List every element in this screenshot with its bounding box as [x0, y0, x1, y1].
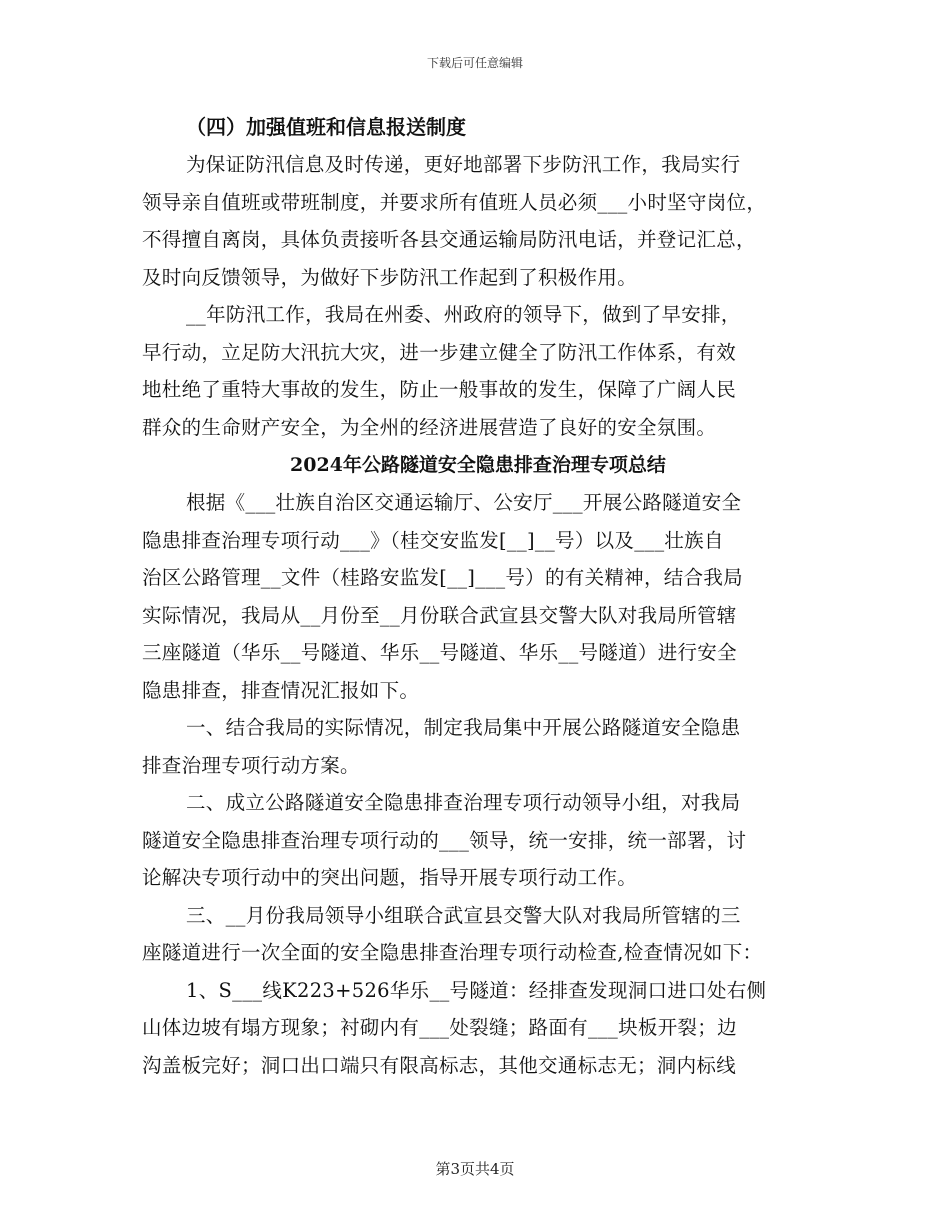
- text-line: __年防汛工作，我局在州委、州政府的领导下，做到了早安排，: [186, 303, 741, 326]
- report-title: 2024年公路隧道安全隐患排查治理专项总结: [290, 454, 666, 476]
- paragraph-item-3: [142, 897, 814, 972]
- text-line: 为保证防汛信息及时传递，更好地部署下步防汛工作，我局实行: [186, 153, 741, 176]
- text-line: 沟盖板完好；洞口出口端只有限高标志，其他交通标志无；洞内标线: [142, 1053, 737, 1077]
- paragraph-flood-summary: [142, 296, 814, 446]
- text-line: 排查治理专项行动方案。: [142, 753, 360, 777]
- text-line: 及时向反馈领导，为做好下步防汛工作起到了积极作用。: [142, 265, 638, 289]
- text-line: 隧道安全隐患排查治理专项行动的___领导，统一安排，统一部署，讨: [142, 828, 747, 852]
- text-line: 早行动，立足防大汛抗大灾，进一步建立健全了防汛工作体系，有效: [142, 340, 737, 364]
- paragraph-duty-system: [142, 146, 814, 296]
- text-line: 山体边坡有塌方现象；衬砌内有___处裂缝；路面有___块板开裂；边: [142, 1016, 737, 1039]
- section-heading: （四）加强值班和信息报送制度: [186, 115, 466, 139]
- text-line: 三座隧道（华乐__号隧道、华乐__号隧道、华乐__号隧道）进行安全: [142, 641, 737, 664]
- text-line: 隐患排查治理专项行动___》（桂交安监发[__]__号）以及___壮族自: [142, 528, 724, 552]
- text-line: 二、成立公路隧道安全隐患排查治理专项行动领导小组，对我局: [186, 791, 741, 814]
- paragraph-item-2: [142, 784, 814, 897]
- text-line: 实际情况，我局从__月份至__月份联合武宣县交警大队对我局所管辖: [142, 603, 737, 627]
- text-line: 论解决专项行动中的突出问题，指导开展专项行动工作。: [142, 866, 638, 889]
- text-line: 领导亲自值班或带班制度，并要求所有值班人员必须___小时坚守岗位，: [142, 190, 767, 214]
- text-line: 一、结合我局的实际情况，制定我局集中开展公路隧道安全隐患: [186, 716, 741, 739]
- paragraph-report-intro: [142, 484, 814, 709]
- text-line: 不得擅自离岗，具体负责接听各县交通运输局防汛电话，并登记汇总，: [142, 228, 756, 251]
- document-body: [142, 108, 814, 1084]
- text-line: 根据《___壮族自治区交通运输厅、公安厅___开展公路隧道安全: [186, 491, 742, 514]
- text-line: 群众的生命财产安全，为全州的经济进展营造了良好的安全氛围。: [142, 415, 717, 439]
- text-line: 地杜绝了重特大事故的发生，防止一般事故的发生，保障了广阔人民: [142, 378, 737, 401]
- text-line: 隐患排查，排查情况汇报如下。: [142, 678, 420, 702]
- page-header-note: 下载后可任意编辑: [426, 56, 523, 70]
- text-line: 三、__月份我局领导小组联合武宣县交警大队对我局所管辖的三: [186, 903, 741, 927]
- text-line: 治区公路管理__文件（桂路安监发[__]___号）的有关精神，结合我局: [142, 566, 743, 589]
- text-line: 1、S___线K223+526华乐__号隧道：经排查发现洞口进口处右侧: [186, 978, 767, 1002]
- page-number: 第3页共4页: [435, 1160, 515, 1178]
- paragraph-subitem-1: [142, 972, 814, 1085]
- text-line: 座隧道进行一次全面的安全隐患排查治理专项行动检查,检查情况如下：: [142, 941, 763, 964]
- paragraph-item-1: [142, 709, 814, 784]
